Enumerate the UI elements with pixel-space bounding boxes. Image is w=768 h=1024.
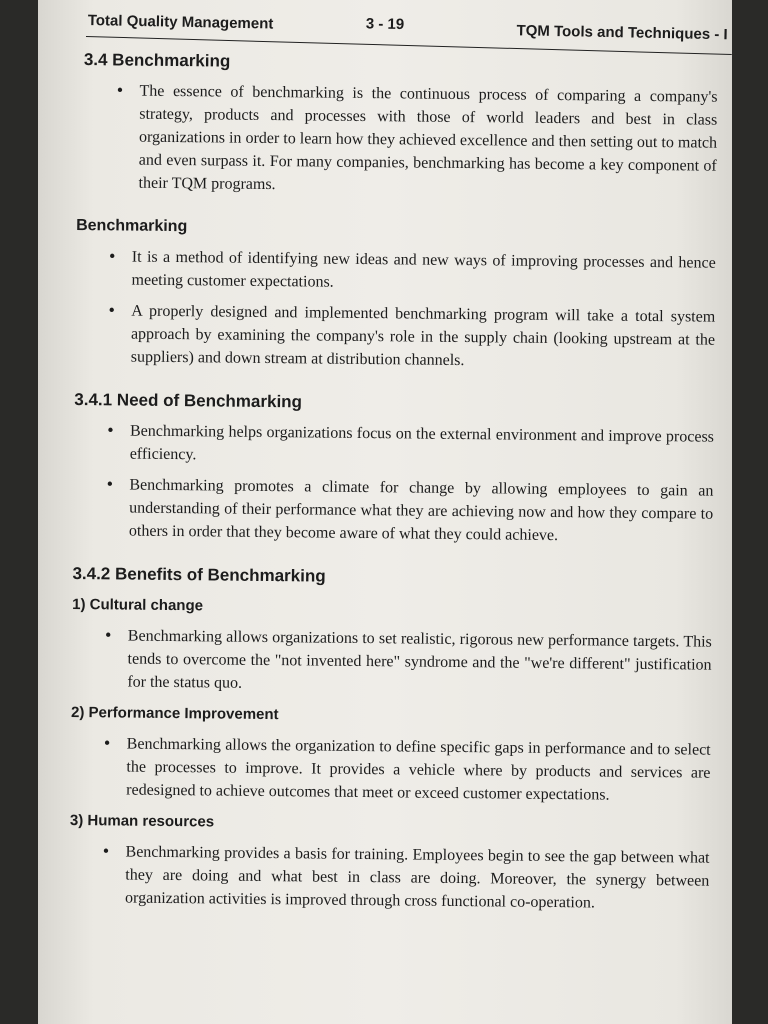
cultural-change-list [71,624,712,700]
section-title-3-4-1: 3.4.1 Need of Benchmarking [74,389,303,412]
section-title-3-4: 3.4 Benchmarking [83,50,231,71]
benchmarking-list [75,245,716,375]
list-item: • A properly designed and implemented benchmarking program will take a total system approach by examining the company's role in the supply chain (looking upstream at the suppliers) and down stream at distribution channels. [75,299,716,375]
section-title-3-4-2: 3.4.2 Benefits of Benchmarking [72,563,326,586]
list-item: • Benchmarking provides a basis for training. Employees begin to see the gap between what they are doing and what best in class are doing. Moreover, the synergy between organization activities is improved through cross functional co-operation. [69,840,710,916]
list-item: • The essence of benchmarking is the continuous process of comparing a company's strategy, products and processes with those of world leaders and best in class organizations in order to learn how they achieved excellence and then setting out to match and even surpass it. For many companies, benchmarking has become a key component of their TQM programs. [82,79,717,201]
human-resources-list [69,840,710,916]
page-content [69,48,718,916]
document-page [38,0,732,1024]
list-item: • It is a method of identifying new ideas and new ways of improving processes and hence meeting customer expectations. [75,245,715,298]
list-item: • Benchmarking allows the organization to define specific gaps in performance and to select the processes to improve. It provides a vehicle where by products and services are redesigned to achieve outcomes that meet or exceed customer expectations. [70,732,711,808]
list-item: • Benchmarking allows organizations to set realistic, rigorous new performance targets. This tends to overcome the "not invented here" syndrome and the "we're different" justification for the status quo. [71,624,712,700]
section-3-4-list [82,79,717,201]
performance-improvement-list [70,732,711,808]
list-item: • Benchmarking helps organizations focus on the external environment and improve process efficiency. [74,419,714,472]
list-item: • Benchmarking promotes a climate for change by allowing employees to gain an understanding of their performance what they are achieving now and how they compare to others in order that they become aware of what they could achieve. [73,473,714,549]
header-book-title: Total Quality Management [87,11,274,33]
subheading-benchmarking: Benchmarking [76,216,188,236]
section-3-4-1-list [73,419,714,549]
header-page-number: 3 - 19 [365,15,405,34]
header-chapter-title: TQM Tools and Techniques - I [516,22,728,44]
subheading-human-resources: 3) Human resources [69,811,215,831]
subheading-performance-improvement: 2) Performance Improvement [70,703,279,724]
subheading-cultural-change: 1) Cultural change [72,595,204,615]
